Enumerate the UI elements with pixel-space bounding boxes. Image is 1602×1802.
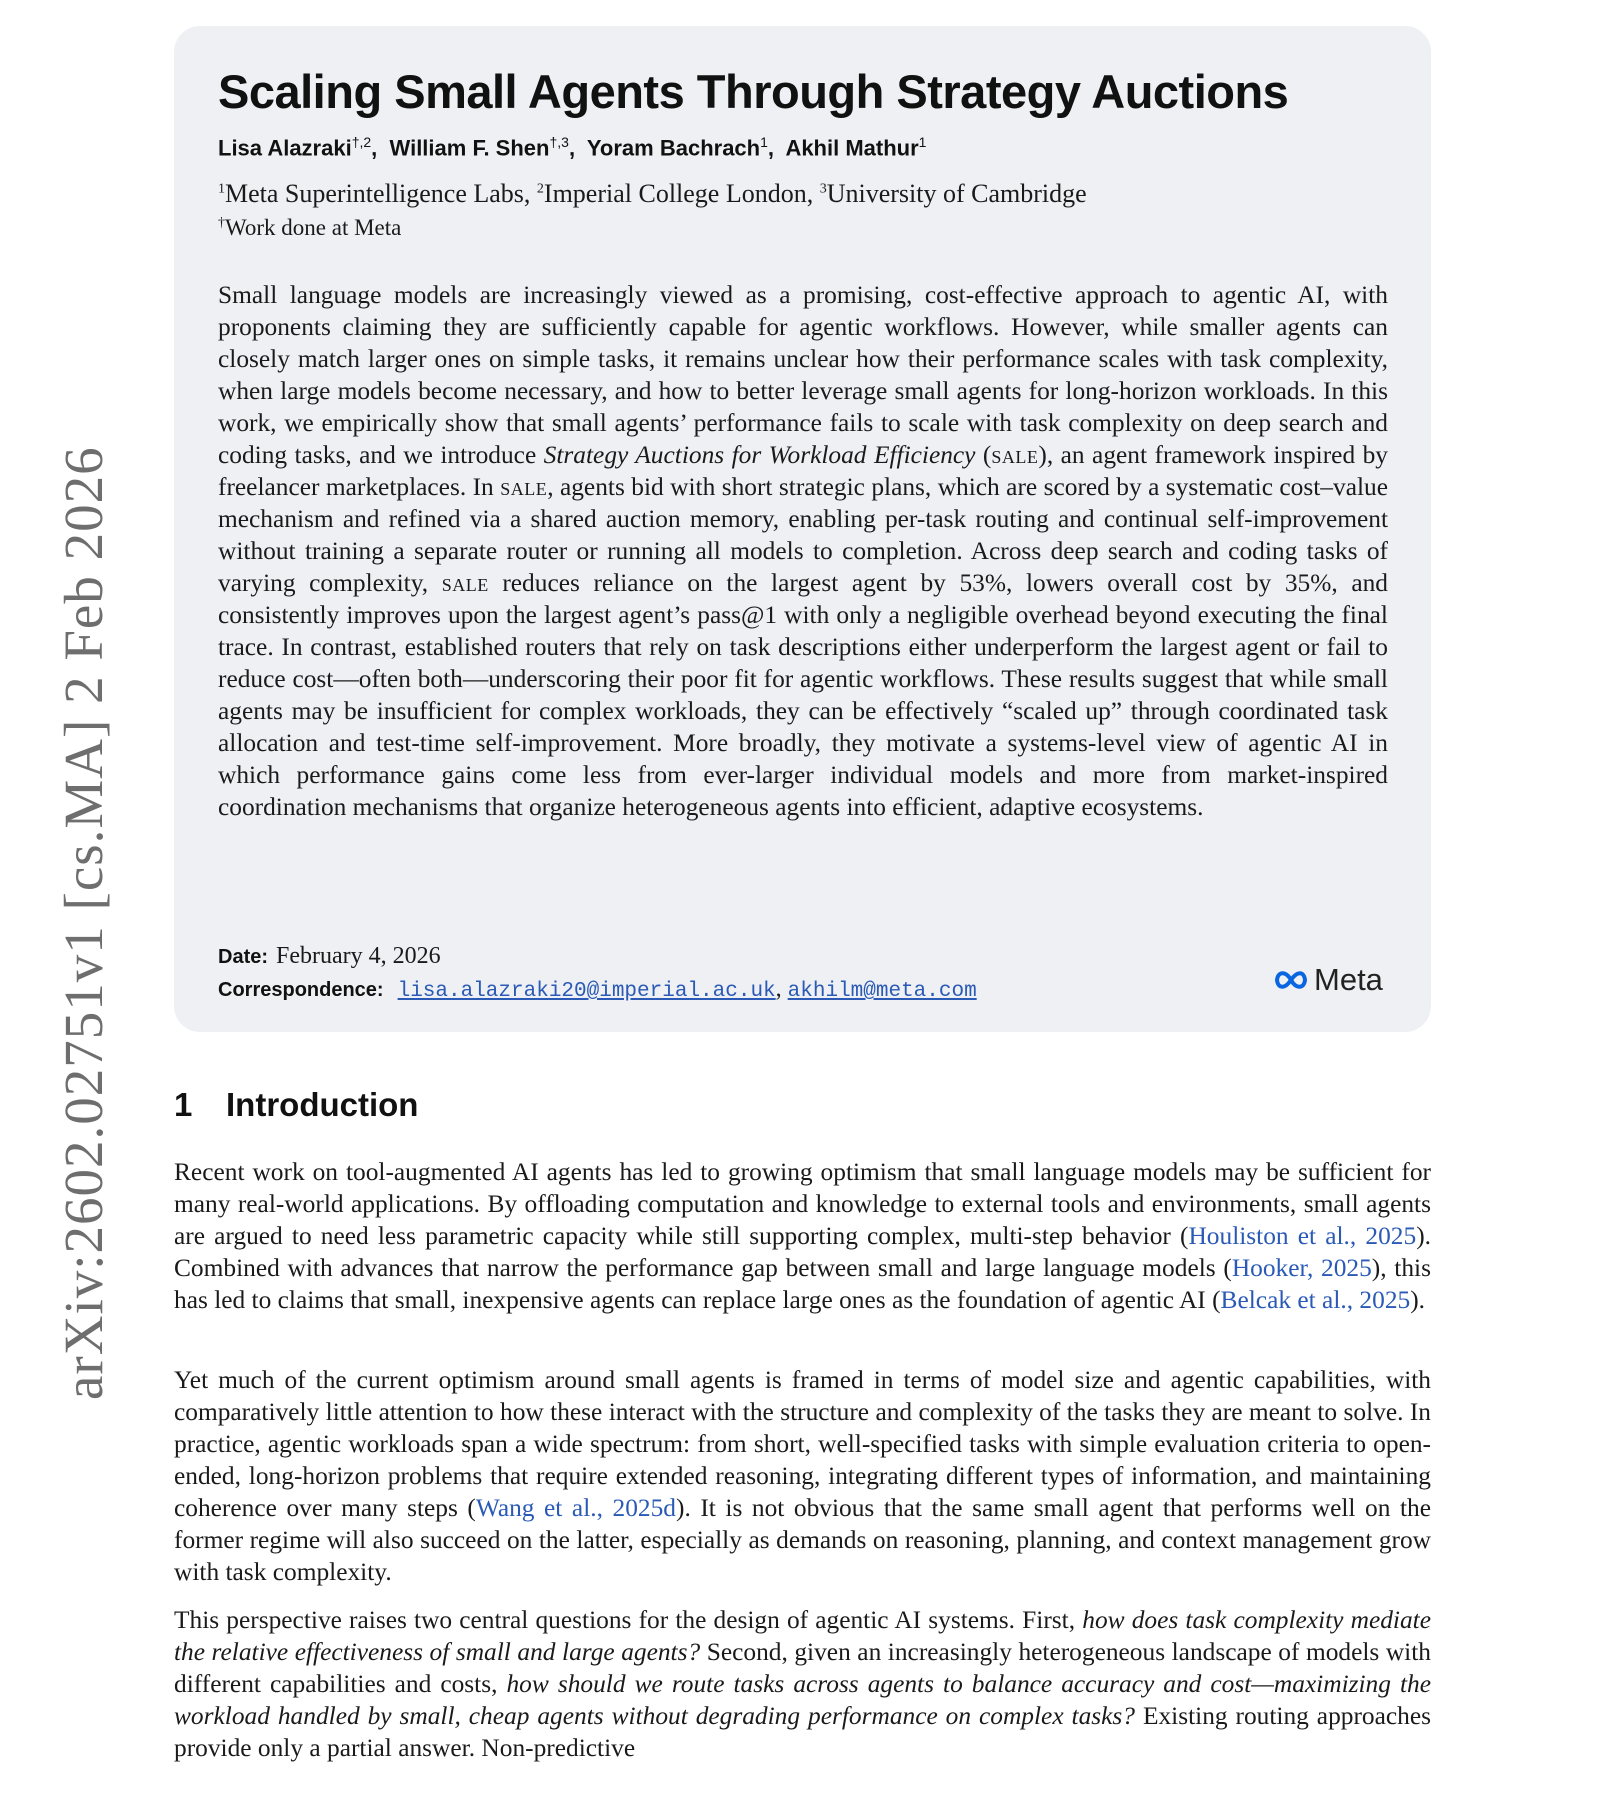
author-name: Akhil Mathur [785, 135, 919, 161]
abstract-text: reduces reliance on the largest agent by 53%, lowers overall cost by 35%, and consistently improves upon the largest agent’s pass@1 with only a negligible overhead beyond executing the final trace. In contrast, established routers that rely on task descriptions either underperform the largest agent or fail to reduce cost—often both—underscoring their poor fit for agentic workflows. These results suggest that while small agents may be insufficient for complex workloads, they can be effectively “scaled up” through coordinated task allocation and test-time self-improvement. More broadly, they motivate a systems-level view of agentic AI in which performance gains come less from ever-larger individual models and more from market-inspired coordination mechanisms that organize heterogeneous agents into efficient, adaptive ecosystems. [218, 569, 1389, 821]
affiliation-mark: 2 [536, 181, 544, 197]
method-acronym: sale [500, 473, 548, 501]
date-value: February 4, 2026 [276, 943, 441, 969]
abstract [218, 279, 1388, 823]
email-link[interactable]: lisa.alazraki20@imperial.ac.uk [397, 980, 776, 1003]
meta-logo [1272, 960, 1392, 1000]
note-mark: † [218, 215, 225, 231]
author-marks: †,2 [351, 134, 372, 150]
paragraph-text: Recent work on tool-augmented AI agents has led to growing optimism that small language models may be sufficient for many real-world applications. By offloading computation and knowledge to external tools and environments, small agents are argued to need less parametric capacity while still supporting complex, multi-step behavior ( [174, 1158, 1431, 1250]
citation-link[interactable]: Wang et al., 2025d [475, 1494, 676, 1522]
author-name: Lisa Alazraki [218, 135, 352, 161]
paragraph-text: Second, given an increasingly heterogeneous landscape of models with different capabilities and costs, [174, 1638, 1431, 1698]
paragraph-text: This perspective raises two central questions for the design of agentic AI systems. First, [174, 1606, 1083, 1634]
logo-text: Meta [1314, 962, 1383, 997]
affiliation-mark: 1 [218, 181, 225, 197]
email-link[interactable]: akhilm@meta.com [787, 980, 977, 1003]
affiliation: Meta Superintelligence Labs [225, 179, 524, 208]
affiliation: University of Cambridge [826, 179, 1087, 208]
method-name: Strategy Auctions for Workload Efficiency [543, 441, 976, 469]
author-marks: 1 [918, 134, 927, 150]
abstract-text: ), an agent framework inspired by freelancer marketplaces. In [218, 441, 1388, 501]
arxiv-identifier: arXiv:2602.02751v1 [cs.MA] 2 Feb 2026 [52, 446, 114, 1400]
author-marks: 1 [760, 134, 768, 150]
author-note [218, 215, 401, 241]
author-marks: †,3 [549, 134, 569, 150]
author-name: William F. Shen [389, 135, 550, 161]
citation-link[interactable]: Belcak et al., 2025 [1220, 1286, 1411, 1314]
header-card [174, 26, 1431, 1032]
section-heading [174, 1086, 418, 1124]
author-name: Yoram Bachrach [586, 135, 761, 161]
abstract-text: , agents bid with short strategic plans, which are scored by a systematic cost–value mechanism and refined via a shared auction memory, enabling per-task routing and continual self-improvement without training a separate router or running all models to completion. Across deep search and coding tasks of varying complexity, [218, 473, 1388, 597]
citation-link[interactable]: Houliston et al., 2025 [1188, 1222, 1417, 1250]
abstract-text: Small language models are increasingly viewed as a promising, cost-effective approach to agentic AI, with proponents claiming they are sufficiently capable for agentic workflows. However, while smaller agents can closely match larger ones on simple tasks, it remains unclear how their performance scales with task complexity, when large models become necessary, and how to better leverage small agents for long-horizon workloads. In this work, we empirically show that small agents’ performance fails to scale with task complexity on deep search and coding tasks, and we introduce [218, 281, 1388, 469]
paragraph-text: ). It is not obvious that the same small agent that performs well on the former regime will also succeed on the latter, especially as demands on reasoning, planning, and context management grow with task complexity. [174, 1494, 1431, 1586]
affiliations: $^1$Meta Superintelligence Labs, $^2$Imperial College London, $^3$University of Cambridge [218, 179, 1087, 208]
correspondence-row: Correspondence: lisa.alazraki20@imperial.ac.uk, akhilm@meta.com [218, 976, 977, 1003]
paragraph-text: Yet much of the current optimism around small agents is framed in terms of model size and agentic capabilities, with comparatively little attention to how these interact with the structure and complexity of the tasks they are meant to solve. In practice, agentic workloads span a wide spectrum: from short, well-specified tasks with simple evaluation criteria to open-ended, long-horizon problems that require extended reasoning, integrating different types of information, and maintaining coherence over many steps ( [174, 1366, 1431, 1522]
method-acronym: sale [441, 569, 489, 597]
section-title: Introduction [226, 1086, 419, 1123]
citation-link[interactable]: Hooker, 2025 [1231, 1254, 1372, 1282]
affiliation-mark: 3 [819, 181, 827, 197]
author-list: Lisa Alazraki$^{\dagger,2}$, William F. Shen$^{\dagger,3}$, Yoram Bachrach$^1$, Akhil Mathur$^1$ [218, 134, 927, 161]
section-number: 1 [174, 1086, 193, 1123]
affiliation: Imperial College London [543, 179, 807, 208]
paragraph-text: ). [1410, 1286, 1426, 1314]
date-row [218, 943, 441, 970]
paper-title: Scaling Small Agents Through Strategy Auctions [218, 65, 1289, 118]
note-text: Work done at Meta [225, 215, 402, 240]
research-question: how does task complexity mediate the relative effectiveness of small and large agents? [174, 1606, 1431, 1666]
paragraph-text: Existing routing approaches provide only a partial answer. Non-predictive [174, 1702, 1431, 1762]
abstract-text: ( [975, 441, 992, 469]
method-acronym: sale [991, 441, 1039, 469]
intro-paragraph [174, 1604, 1431, 1764]
intro-paragraph [174, 1156, 1431, 1316]
paragraph-text: ). Combined with advances that narrow the performance gap between small and large language models ( [174, 1222, 1431, 1282]
correspondence-label: Correspondence: [218, 979, 384, 1001]
paragraph-text: ), this has led to claims that small, inexpensive agents can replace large ones as the foundation of agentic AI ( [174, 1254, 1431, 1314]
intro-paragraph [174, 1364, 1431, 1588]
research-question: how should we route tasks across agents to balance accuracy and cost—maximizing the workload handled by small, cheap agents without degrading performance on complex tasks? [174, 1670, 1431, 1730]
infinity-icon [1272, 968, 1310, 992]
date-label: Date: [218, 946, 269, 968]
